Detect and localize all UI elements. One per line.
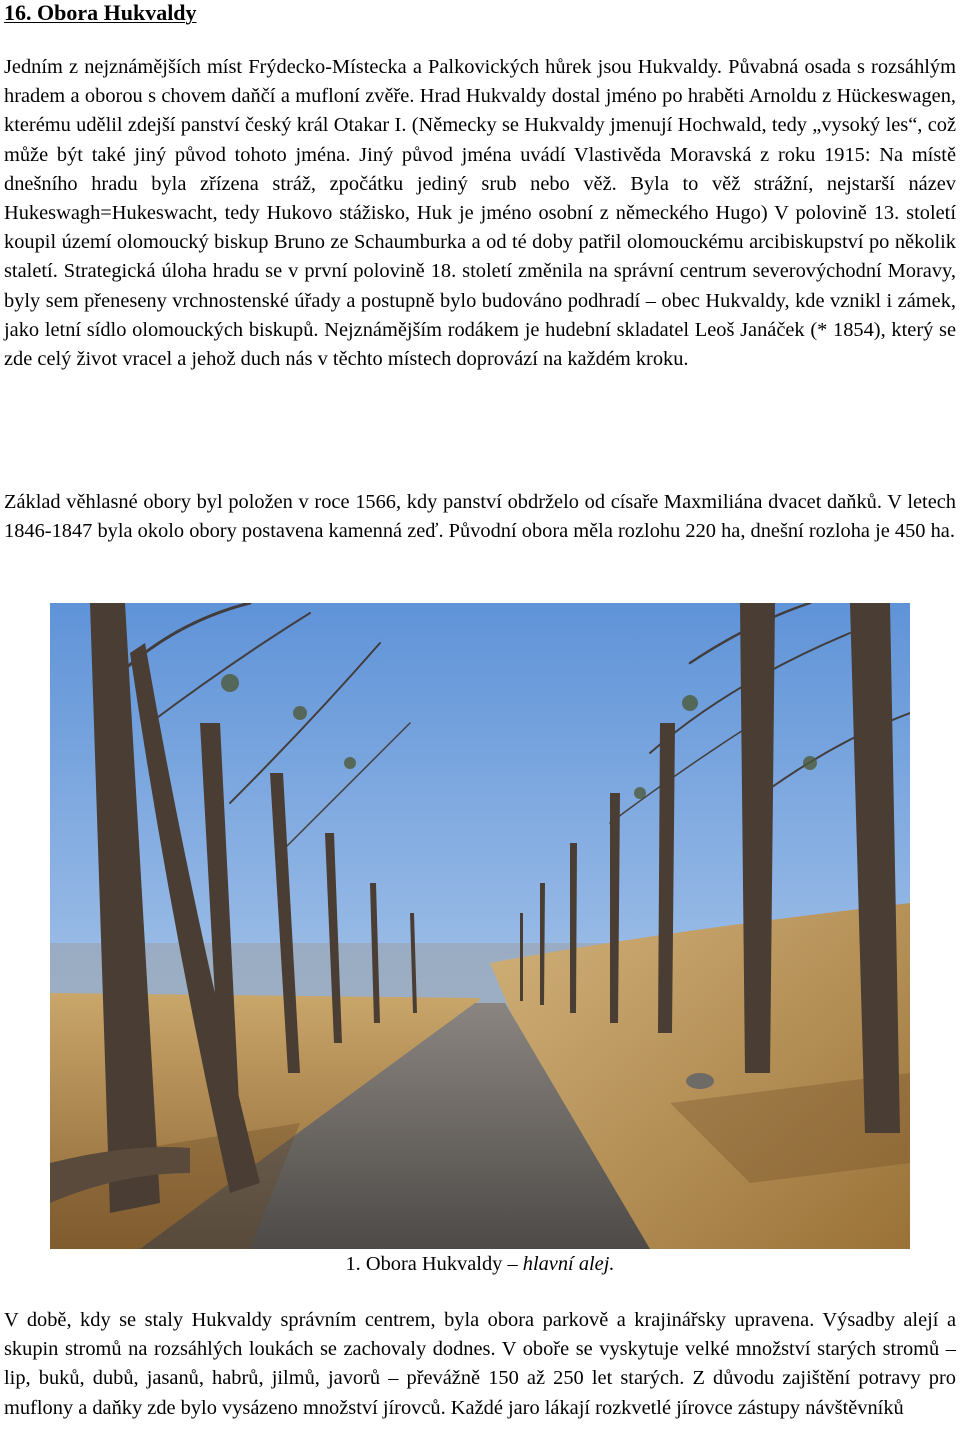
avenue-illustration: [50, 603, 910, 1249]
paragraph-founding: Základ věhlasné obory byl položen v roce 1566, kdy panství obdrželo od císaře Maxmiliána dvacet daňků. V letech 1846-1847 byla okolo obory postavena kamenná zeď. Původní obora měla rozlohu 220 ha, dnešní rozloha je 450 ha.: [4, 491, 956, 543]
section-title: 16. Obora Hukvaldy: [4, 0, 197, 25]
caption-italic: hlavní alej.: [522, 1253, 615, 1275]
figure-caption: [4, 1250, 956, 1279]
caption-text: 1. Obora Hukvaldy –: [345, 1253, 523, 1275]
distant-animal: [686, 1073, 714, 1089]
paragraph-park: V době, kdy se staly Hukvaldy správním centrem, byla obora parkově a krajinářsky upravena. Výsadby alejí a skupin stromů na rozsáhlých loukách se zachovaly dodnes. V oboře se vyskytuje velké množství starých stromů – lip, buků, dubů, jasanů, habrů, jilmů, javorů – převážně 150 až 250 let starých. Z důvodu zajištění potravy pro muflony a daňky zde bylo vysázeno množství jírovců. Každé jaro lákají rozkvetlé jírovce zástupy návštěvníků: [4, 1309, 956, 1419]
photo-main-avenue: [50, 603, 910, 1249]
paragraph-history: Jedním z nejznámějších míst Frýdecko-Místecka a Palkovických hůrek jsou Hukvaldy. Půvabná osada s rozsáhlým hradem a oborou s chovem daňčí a mufloní zvěře. Hrad Hukvaldy dostal jméno po hraběti Arnoldu z Hückeswagen, kterému udělil zdejší panství český král Otakar I. (Německy se Hukvaldy jmenují Hochwald, tedy „vysoký les“, což může být také jiný původ tohoto jména. Jiný původ jména uvádí Vlastivěda Moravská z roku 1915: Na místě dnešního hradu byla zřízena stráž, zpočátku jediný srub nebo věž. Byla to věž strážní, nejstarší název Hukeswagh=Hukeswacht, tedy Hukovo stážisko, Huk je jméno osobní z německého Hugo) V polovině 13. století koupil území olomoucký biskup Bruno ze Schaumburka a od té doby patřil olomouckému arcibiskupství po několik staletí. Strategická úloha hradu se v první polovině 18. století změnila na správní centrum severovýchodní Moravy, byly sem přeneseny vrchnostenské úřady a postupně bylo budováno podhradí – obec Hukvaldy, kde vznikl i zámek, jako letní sídlo olomouckých biskupů. Nejznámějším rodákem je hudební skladatel Leoš Janáček (* 1854), který se zde celý život vracel a jehož duch nás v těchto místech doprovází na každém kroku.: [4, 56, 956, 371]
